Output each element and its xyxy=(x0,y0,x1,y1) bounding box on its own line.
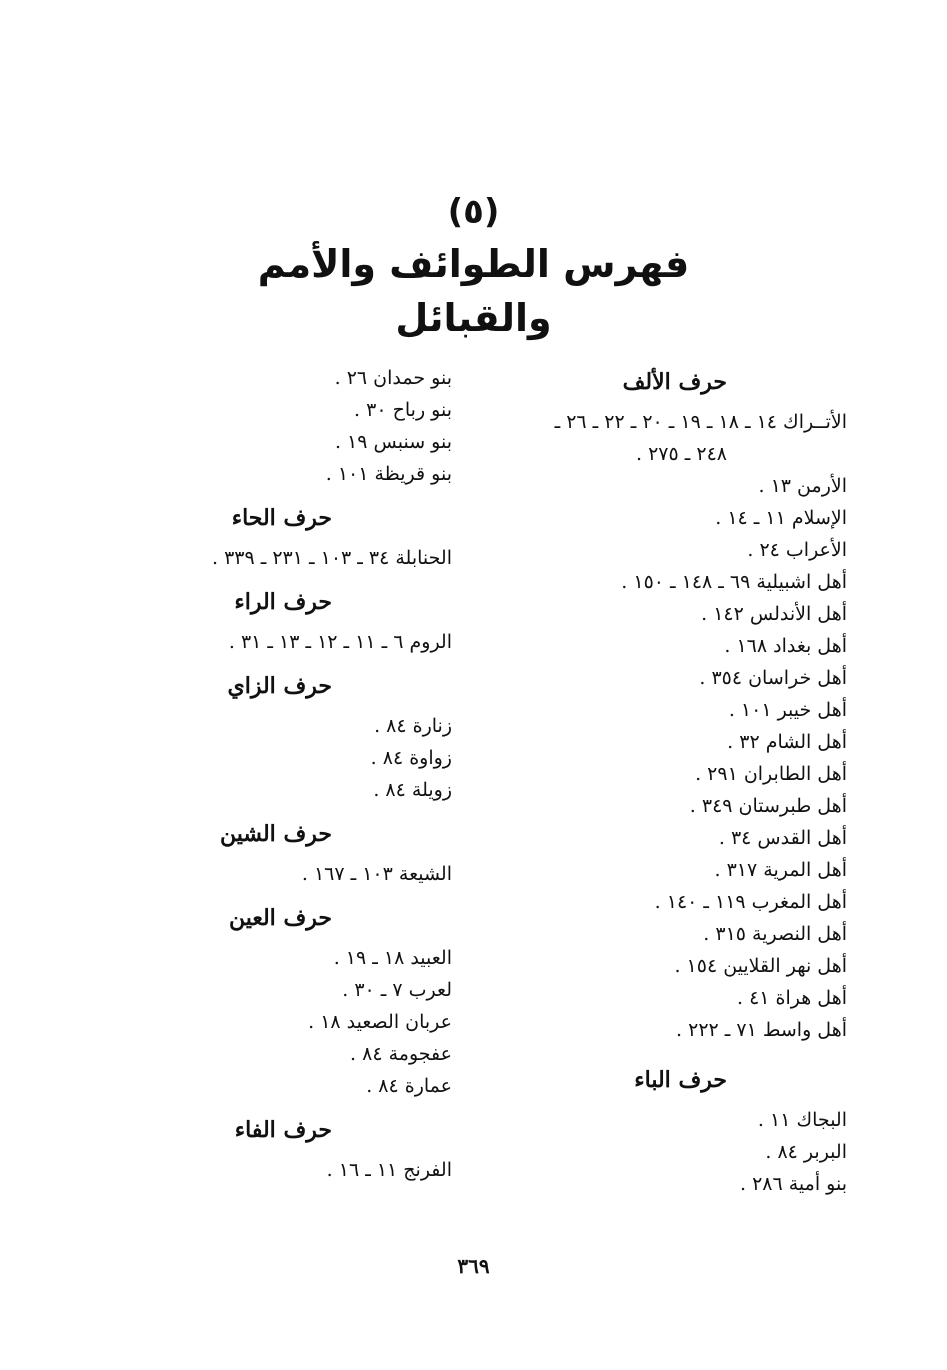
index-entry: زنارة ٨٤ . xyxy=(374,715,452,737)
right-column xyxy=(487,362,847,1200)
index-entry: الأتــراك ١٤ ـ ١٨ ـ ١٩ ـ ٢٠ ـ ٢٢ ـ ٢٦ ـ xyxy=(554,411,847,433)
index-entry: أهل هراة ٤١ . xyxy=(736,987,847,1009)
index-entry: الأرمن ١٣ . xyxy=(758,475,847,497)
section-title-alif: حرف الألف xyxy=(622,369,727,395)
index-entry: لعرب ٧ ـ ٣٠ . xyxy=(342,979,452,1001)
index-entry: أهل الأندلس ١٤٢ . xyxy=(701,603,847,625)
section-alif xyxy=(487,362,847,1046)
continuation-text: ٢٤٨ ـ ٢٧٥ . xyxy=(636,443,727,465)
index-entry: أهل الشام ٣٢ . xyxy=(727,731,847,753)
index-entry: عمارة ٨٤ . xyxy=(366,1075,452,1097)
index-entry: البربر ٨٤ . xyxy=(765,1141,847,1163)
section-title-ha: حرف الحاء xyxy=(231,505,332,531)
index-entry: أهل خراسان ٣٥٤ . xyxy=(699,667,847,689)
section-title-ain: حرف العين xyxy=(228,905,332,931)
index-entry: أهل نهر القلايين ١٥٤ . xyxy=(674,955,847,977)
section-title-ra: حرف الراء xyxy=(234,589,332,615)
index-entry: أهل النصرية ٣١٥ . xyxy=(703,923,847,945)
index-entry: أهل بغداد ١٦٨ . xyxy=(724,635,847,657)
page-number: ٣٦٩ xyxy=(457,1254,490,1278)
section-shin xyxy=(132,814,452,890)
chapter-number: (٥) xyxy=(447,192,500,232)
section-title-fa: حرف الفاء xyxy=(234,1117,332,1143)
index-entry: بنو حمدان ٢٦ . xyxy=(334,367,452,389)
section-ain xyxy=(132,898,452,1102)
section-ha xyxy=(132,498,452,574)
index-entry: بنو رباح ٣٠ . xyxy=(354,399,452,421)
section-gap xyxy=(132,806,452,814)
index-title-line-2: والقبائل xyxy=(395,296,552,340)
section-gap xyxy=(132,1102,452,1110)
section-title-ba: حرف الباء xyxy=(634,1067,727,1093)
index-entry: الروم ٦ ـ ١١ ـ ١٢ ـ ١٣ ـ ٣١ . xyxy=(228,631,452,653)
index-entry: عفجومة ٨٤ . xyxy=(350,1043,452,1065)
index-entry: الحنابلة ٣٤ ـ ١٠٣ ـ ٢٣١ ـ ٣٣٩ . xyxy=(211,547,452,569)
index-entry: أهل اشبيلية ٦٩ ـ ١٤٨ ـ ١٥٠ . xyxy=(621,571,847,593)
index-entry: الفرنج ١١ ـ ١٦ . xyxy=(326,1159,452,1181)
left-column xyxy=(132,362,452,1186)
section-gap xyxy=(132,658,452,666)
index-entry-continuation xyxy=(487,438,847,470)
index-entry: أهل طبرستان ٣٤٩ . xyxy=(689,795,847,817)
section-ra xyxy=(132,582,452,658)
section-gap xyxy=(487,1046,847,1060)
section-fa xyxy=(132,1110,452,1186)
index-entry: العبيد ١٨ ـ ١٩ . xyxy=(333,947,452,969)
index-entry: الشيعة ١٠٣ ـ ١٦٧ . xyxy=(301,863,452,885)
index-entry: بنو سنبس ١٩ . xyxy=(334,431,452,453)
index-entry: عربان الصعيد ١٨ . xyxy=(308,1011,452,1033)
section-title-zay: حرف الزاي xyxy=(227,673,332,699)
index-entry: أهل واسط ٧١ ـ ٢٢٢ . xyxy=(676,1019,847,1041)
index-entry: أهل خيبر ١٠١ . xyxy=(728,699,847,721)
section-gap xyxy=(132,490,452,498)
section-ba xyxy=(487,1060,847,1200)
section-zay xyxy=(132,666,452,806)
index-entry: بنو أمية ٢٨٦ . xyxy=(739,1173,847,1195)
index-entry: أهل الطابران ٢٩١ . xyxy=(695,763,847,785)
index-entry: أهل القدس ٣٤ . xyxy=(718,827,847,849)
index-entry: زويلة ٨٤ . xyxy=(373,779,452,801)
index-entry: الأعراب ٢٤ . xyxy=(747,539,847,561)
section-gap xyxy=(132,890,452,898)
index-entry: أهل المرية ٣١٧ . xyxy=(714,859,847,881)
index-entry: بنو قريظة ١٠١ . xyxy=(325,463,452,485)
section-title-shin: حرف الشين xyxy=(219,821,332,847)
index-entry: الإسلام ١١ ـ ١٤ . xyxy=(715,507,847,529)
index-entry: البجاك ١١ . xyxy=(757,1109,847,1131)
section-gap xyxy=(132,574,452,582)
index-title-line-1: فهرس الطوائف والأمم xyxy=(257,242,690,286)
index-entry: زواوة ٨٤ . xyxy=(370,747,452,769)
index-entry: أهل المغرب ١١٩ ـ ١٤٠ . xyxy=(654,891,847,913)
section-ba-continued xyxy=(132,362,452,490)
